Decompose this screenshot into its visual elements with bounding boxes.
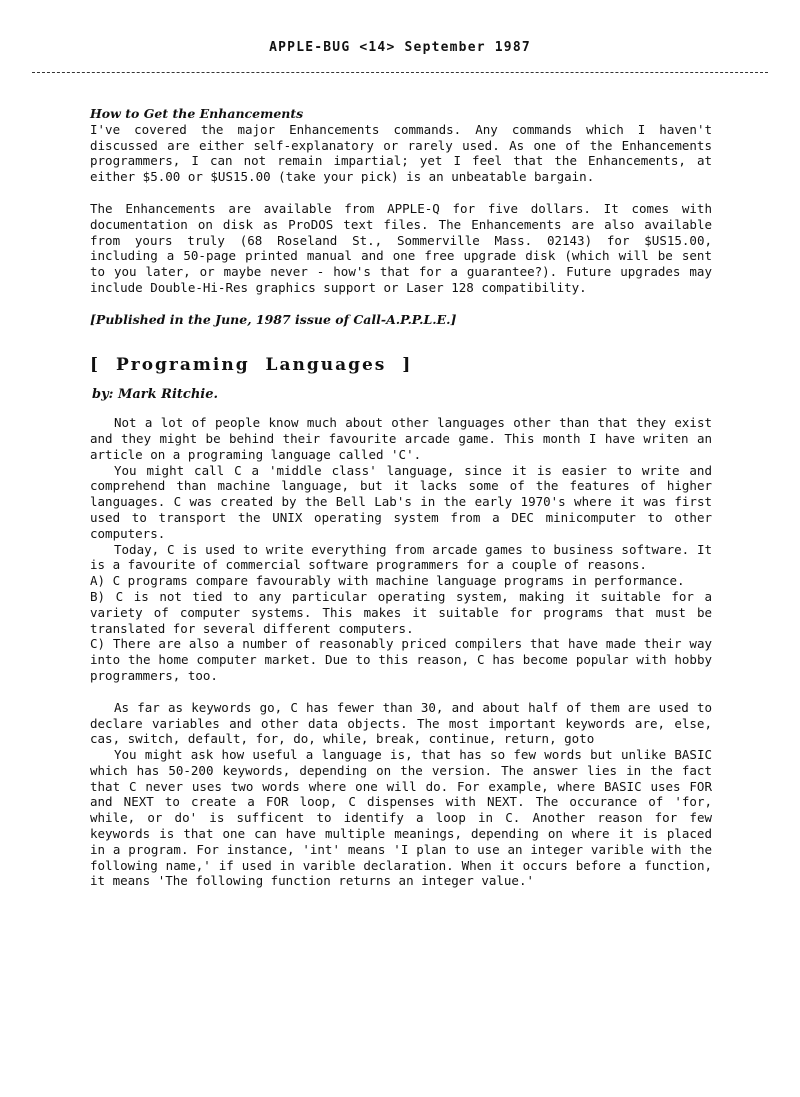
list-item: C) There are also a number of reasonably priced compilers that have made their way into the home computer market. Due to this reason, C has become popular with hobby programmers, too.: [90, 636, 712, 683]
page-header: APPLE-BUG <14> September 1987: [269, 40, 531, 55]
paragraph: I've covered the major Enhancements commands. Any commands which I haven't discussed are either self-explanatory or rarely used. As one of the Enhancements programmers, I can not remain impartial; yet I feel that the Enhancements, at either $5.00 or $US15.00 (take your pick) is an unbeatable bargain.: [90, 121, 712, 185]
paragraph: Not a lot of people know much about other languages other than that they exist and they might be behind their favourite arcade game. This month I have writen an article on a programing language called 'C'.: [90, 415, 712, 462]
paragraph: You might call C a 'middle class' language, since it is easier to write and comprehend than machine language, but it lacks some of the features of higher languages. C was created by the Bell Lab's in the early 1970's where it was first used to transport the UNIX operating system from a DEC minicomputer to other computers.: [90, 462, 712, 541]
paragraph: As far as keywords go, C has fewer than 30, and about half of them are used to declare variables and other data objects. The most important keywords are, else, cas, switch, default, for, do, while, break, continue, return, goto: [90, 699, 712, 747]
list-item: A) C programs compare favourably with machine language programs in performance.: [90, 573, 685, 589]
paragraph: You might ask how useful a language is, that has so few words but unlike BASIC which has 50-200 keywords, depending on the version. The answer lies in the fact that C never uses two words where one will do. For example, where BASIC uses FOR and NEXT to create a FOR loop, C dispenses with NEXT. The occurance of 'for, while, or do' is sufficent to identify a loop in C. Another reason for few keywords is that one can have multiple meanings, depending on where it is placed in a program. For instance, 'int' means 'I plan to use an integer varible with the following name,' if used in varible declaration. When it occurs before a function, it means 'The following function returns an integer value.': [90, 747, 712, 889]
header-divider: [32, 72, 768, 73]
section-title-enhancements: How to Get the Enhancements: [90, 106, 304, 121]
byline: by: Mark Ritchie.: [92, 387, 219, 403]
paragraph: The Enhancements are available from APPLE-Q for five dollars. It comes with documentation on disk as ProDOS text files. The Enhancements are also available from yours truly (68 Roseland St., Sommerville Mass. 02143) for $US15.00, including a 50-page printed manual and one free upgrade disk (which will be sent to you later, or maybe never - how's that for a guarantee?). Future upgrades may include Double-Hi-Res graphics support or Laser 128 compatibility.: [90, 200, 712, 295]
article-body: [90, 106, 712, 889]
section-title-programing-languages: [ Programing Languages ]: [90, 354, 413, 375]
paragraph: Today, C is used to write everything from arcade games to business software. It is a favourite of commercial software programmers for a couple of reasons.: [90, 541, 712, 573]
publication-note: [Published in the June, 1987 issue of Call-A.P.P.L.E.]: [90, 311, 457, 327]
list-item: B) C is not tied to any particular operating system, making it suitable for a variety of computer systems. This makes it suitable for programs that must be translated for several different computers.: [90, 588, 712, 636]
